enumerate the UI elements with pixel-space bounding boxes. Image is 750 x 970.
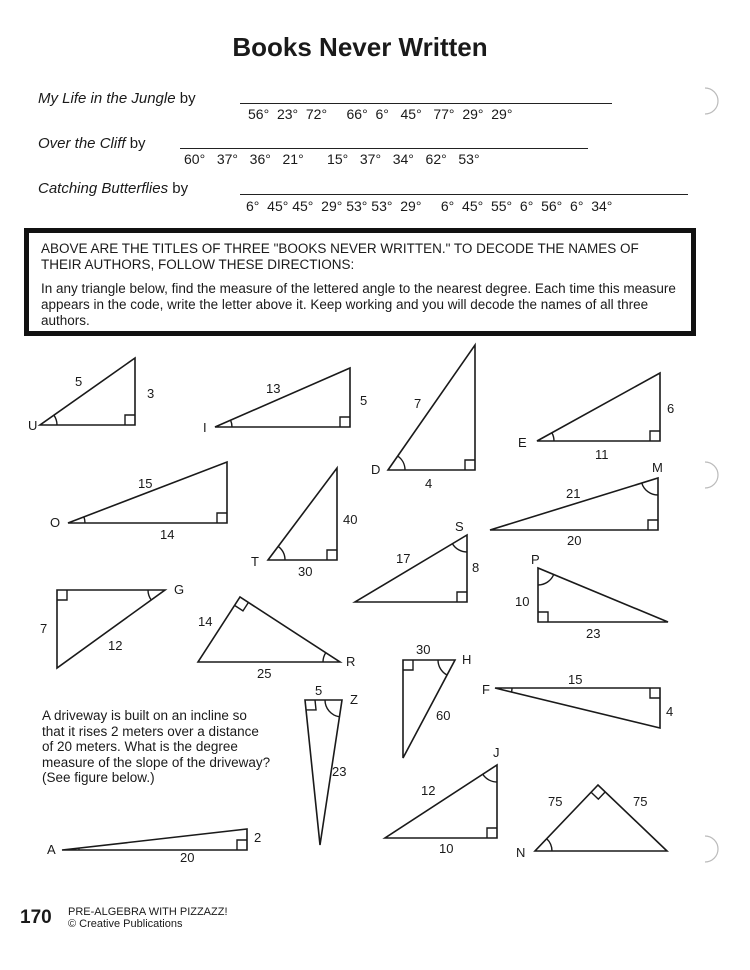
angle-label: A [47,842,56,857]
side-length-label: 60 [436,708,451,723]
binder-hole-icon [705,836,718,862]
angle-code-3: 6° 45° 45° 29° 53° 53° 29° 6° 45° 55° 6° 56° 6° 34° [246,198,613,214]
right-angle-marker [457,592,467,602]
triangle-outline [537,373,660,441]
side-length-label: 15 [138,476,153,491]
angle-label: H [462,652,472,667]
book-title-text: My Life in the Jungle [38,90,176,107]
side-length-label: 12 [108,638,123,653]
angle-label: N [516,845,526,860]
side-length-label: 30 [416,642,431,657]
side-length-label: 23 [332,764,347,779]
directions-heading: ABOVE ARE THE TITLES OF THREE "BOOKS NEVER WRITTEN." TO DECODE THE NAMES OF THEIR AUTHORS, FOLLOW THESE DIRECTIONS: [41,241,639,272]
side-length-label: 7 [414,396,422,411]
triangle-g [40,582,184,668]
book-title-text: Over the Cliff [38,135,126,152]
triangle-i [203,368,367,435]
right-angle-marker [538,612,548,622]
side-length-label: 75 [633,794,648,809]
side-length-label: 14 [198,614,213,629]
triangle-h [403,642,471,758]
triangle-j [385,745,500,856]
side-length-label: 20 [180,850,195,865]
angle-label: R [346,654,356,669]
side-length-label: 25 [257,666,272,681]
side-length-label: 3 [147,386,155,401]
binder-hole-icon [705,462,718,488]
triangle-outline [388,345,475,470]
triangle-z [305,683,358,845]
side-length-label: 5 [315,683,323,698]
triangle-u [28,358,154,433]
side-length-label: 40 [343,512,358,527]
right-angle-marker [591,792,605,799]
angle-arc [325,700,339,717]
right-angle-marker [125,415,135,425]
triangle-outline [538,568,668,622]
angle-arc [483,774,497,782]
triangle-outline [215,368,350,427]
angle-arc [323,653,326,662]
side-length-label: 11 [595,447,609,462]
triangle-s [355,519,479,602]
right-angle-marker [237,840,247,850]
angle-arc [148,590,151,600]
right-angle-marker [650,688,660,698]
angle-arc [642,483,658,495]
by-label: by [172,180,189,197]
side-length-label: 20 [567,533,582,548]
binder-hole-icon [705,88,718,114]
angle-arc [438,660,447,675]
triangle-d [371,345,475,491]
publisher: © Creative Publications [68,918,183,930]
angle-arc [231,420,232,427]
angle-label: Z [350,692,358,707]
angle-arc [398,456,405,470]
by-label: by [129,135,146,152]
side-length-label: 7 [40,621,48,636]
triangle-outline [57,590,165,668]
right-angle-marker [650,431,660,441]
angle-arc [552,433,554,441]
side-length-label: 4 [666,704,674,719]
side-length-label: 12 [421,783,436,798]
triangle-f [482,672,673,728]
side-length-label: 8 [472,560,480,575]
right-angle-marker [465,460,475,470]
book-title-text: Catching Butterflies [38,180,169,197]
side-length-label: 5 [75,374,83,389]
side-length-label: 5 [360,393,368,408]
angle-label: P [531,552,540,567]
angle-label: D [371,462,381,477]
angle-label: I [203,420,207,435]
triangle-n [516,785,667,860]
angle-label: O [50,515,61,530]
triangle-outline [495,688,660,728]
side-length-label: 21 [566,486,581,501]
triangle-t [251,468,357,579]
right-angle-marker [487,828,497,838]
side-length-label: 30 [298,564,313,579]
binder-hole-marks [705,88,718,862]
side-length-label: 23 [586,626,601,641]
angle-arc [54,415,57,425]
triangle-r [198,597,355,681]
directions-text: In any triangle below, find the measure of the lettered angle to the nearest degree. Each time this measure appears in the code, write the letter above it. Keep working and you will decode the names of all three authors. [41,281,676,328]
right-angle-marker [235,602,249,610]
by-label: by [179,90,196,107]
right-angle-marker [57,590,67,600]
angle-label: U [28,418,38,433]
triangle-p [515,552,668,641]
side-length-label: 75 [548,794,563,809]
angle-label: S [455,519,464,534]
triangle-o [50,462,227,542]
publisher-info [68,906,228,930]
page-title: Books Never Written [232,32,488,62]
right-angle-marker [306,700,316,710]
angle-arc [452,544,467,552]
book-series: PRE-ALGEBRA WITH PIZZAZZ! [68,906,228,918]
right-angle-marker [217,513,227,523]
angle-code-1: 56° 23° 72° 66° 6° 45° 77° 29° 29° [248,106,513,122]
triangle-m [490,460,663,548]
right-angle-marker [648,520,658,530]
driveway-problem: A driveway is built on an incline so that it rises 2 meters over a distance of 20 meters. What is the degree measure of the slope of the driveway? (See figure below.) [42,708,271,785]
triangle-a [47,829,261,865]
right-angle-marker [340,417,350,427]
side-length-label: 13 [266,381,281,396]
angle-code-2: 60° 37° 36° 21° 15° 37° 34° 62° 53° [184,151,480,167]
angle-label: E [518,435,527,450]
angle-label: M [652,460,663,475]
angle-arc [547,839,552,851]
side-length-label: 17 [396,551,411,566]
triangle-outline [385,765,497,838]
angle-arc [278,546,285,560]
angle-label: F [482,682,490,697]
side-length-label: 6 [667,401,675,416]
angle-label: J [493,745,500,760]
angle-label: T [251,554,259,569]
right-angle-marker [327,550,337,560]
triangle-outline [198,597,340,662]
triangle-outline [62,829,247,850]
right-angle-marker [403,660,413,670]
angle-arc [84,517,85,523]
triangle-e [518,373,674,462]
triangle-outline [268,468,337,560]
side-length-label: 10 [439,841,454,856]
triangle-outline [355,535,467,602]
angle-arc [538,575,554,585]
angle-label: G [174,582,185,597]
side-length-label: 10 [515,594,530,609]
side-length-label: 14 [160,527,175,542]
triangle-outline [68,462,227,523]
side-length-label: 2 [254,830,262,845]
page-number: 170 [20,907,52,928]
side-length-label: 4 [425,476,433,491]
side-length-label: 15 [568,672,583,687]
